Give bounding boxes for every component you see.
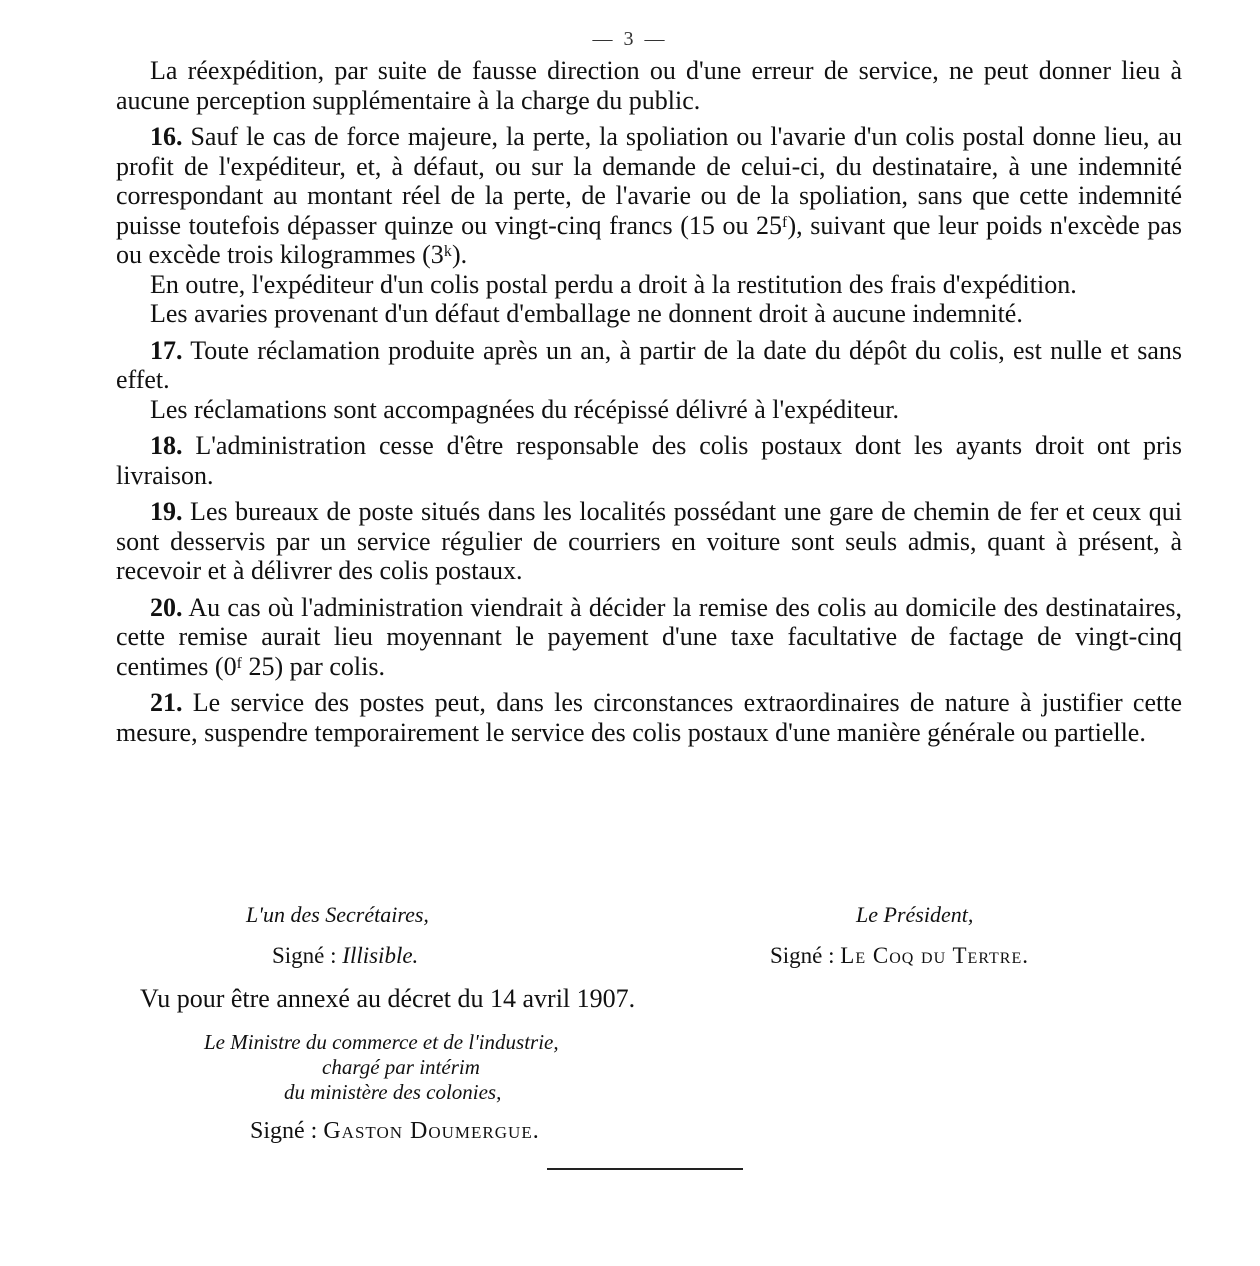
paragraph-reexpedition: [116, 56, 1182, 115]
secretary-signature: Signé : Illisible.: [272, 943, 419, 968]
minister-signature: Signé : Gaston Doumergue.: [250, 1118, 540, 1144]
article-17: [116, 336, 1182, 395]
minister-interim-line: chargé par intérim: [322, 1055, 480, 1079]
article-number: 18.: [150, 431, 183, 460]
president-title: Le Président,: [856, 902, 974, 927]
paragraph-avaries: [116, 299, 1182, 329]
paragraph-text: Les avaries provenant d'un défaut d'emballage ne donnent droit à aucune indemnité.: [150, 299, 1023, 328]
article-text: Les bureaux de poste situés dans les localités possédant une gare de chemin de fer et ceux qui sont desservis par un service régulier de courriers en voiture sont seuls admis, quant à présent, à recevoir et à délivrer des colis postaux.: [116, 497, 1182, 585]
article-text: Le service des postes peut, dans les circonstances extraordinaires de nature à justifier cette mesure, suspendre temporairement le service des colis postaux d'une manière générale ou partielle.: [116, 688, 1182, 747]
article-text: Toute réclamation produite après un an, à partir de la date du dépôt du colis, est nulle et sans effet.: [116, 335, 1182, 394]
article-number: 17.: [150, 335, 183, 365]
paragraph-frais: [116, 270, 1182, 300]
page-number-fragment: — 3 —: [592, 28, 668, 50]
minister-title-line: Le Ministre du commerce et de l'industrie,: [204, 1030, 559, 1054]
paragraph-text: En outre, l'expéditeur d'un colis postal perdu a droit à la restitution des frais d'expédition.: [150, 269, 1077, 299]
article-21: [116, 688, 1182, 747]
article-number: 20.: [150, 592, 183, 622]
president-signature: Signé : Le Coq du Tertre.: [770, 943, 1030, 968]
paragraph-text: La réexpédition, par suite de fausse direction ou d'une erreur de service, ne peut donner lieu à aucune perception supplémentaire à la charge du public.: [116, 56, 1182, 115]
article-text: Au cas où l'administration viendrait à décider la remise des colis au domicile des destinataires, cette remise aurait lieu moyennant le payement d'une taxe facultative de factage de vingt-cinq centimes (0ᶠ 25) par colis.: [116, 592, 1182, 681]
secretary-title: L'un des Secrétaires,: [246, 902, 429, 927]
article-text: Sauf le cas de force majeure, la perte, la spoliation ou l'avarie d'un colis postal donne lieu, au profit de l'expéditeur, et, à défaut, ou sur la demande de celui-ci, du destinataire, à une indemnité correspondant au montant réel de la perte, de l'avarie ou de la spoliation, sans que cette indemnité puisse toutefois dépasser quinze ou vingt-cinq francs (15 ou 25ᶠ), suivant que leur poids n'excède pas ou excède trois kilogrammes (3ᵏ).: [116, 122, 1182, 269]
article-16: [116, 122, 1182, 270]
paragraph-text: Les réclamations sont accompagnées du récépissé délivré à l'expéditeur.: [150, 394, 899, 424]
article-19: [116, 497, 1182, 586]
article-20: [116, 593, 1182, 682]
decree-body: [116, 56, 1182, 747]
article-number: 21.: [150, 688, 183, 717]
minister-colonies-line: du ministère des colonies,: [284, 1080, 502, 1104]
annex-note: Vu pour être annexé au décret du 14 avril 1907.: [140, 984, 636, 1013]
article-text: L'administration cesse d'être responsable des colis postaux dont les ayants droit ont pris livraison.: [116, 431, 1182, 490]
article-number: 19.: [150, 497, 183, 526]
article-18: [116, 431, 1182, 490]
closing-rule: [547, 1168, 743, 1170]
minister-block: [204, 1030, 559, 1105]
article-number: 16.: [150, 122, 183, 151]
paragraph-recepisse: [116, 395, 1182, 425]
